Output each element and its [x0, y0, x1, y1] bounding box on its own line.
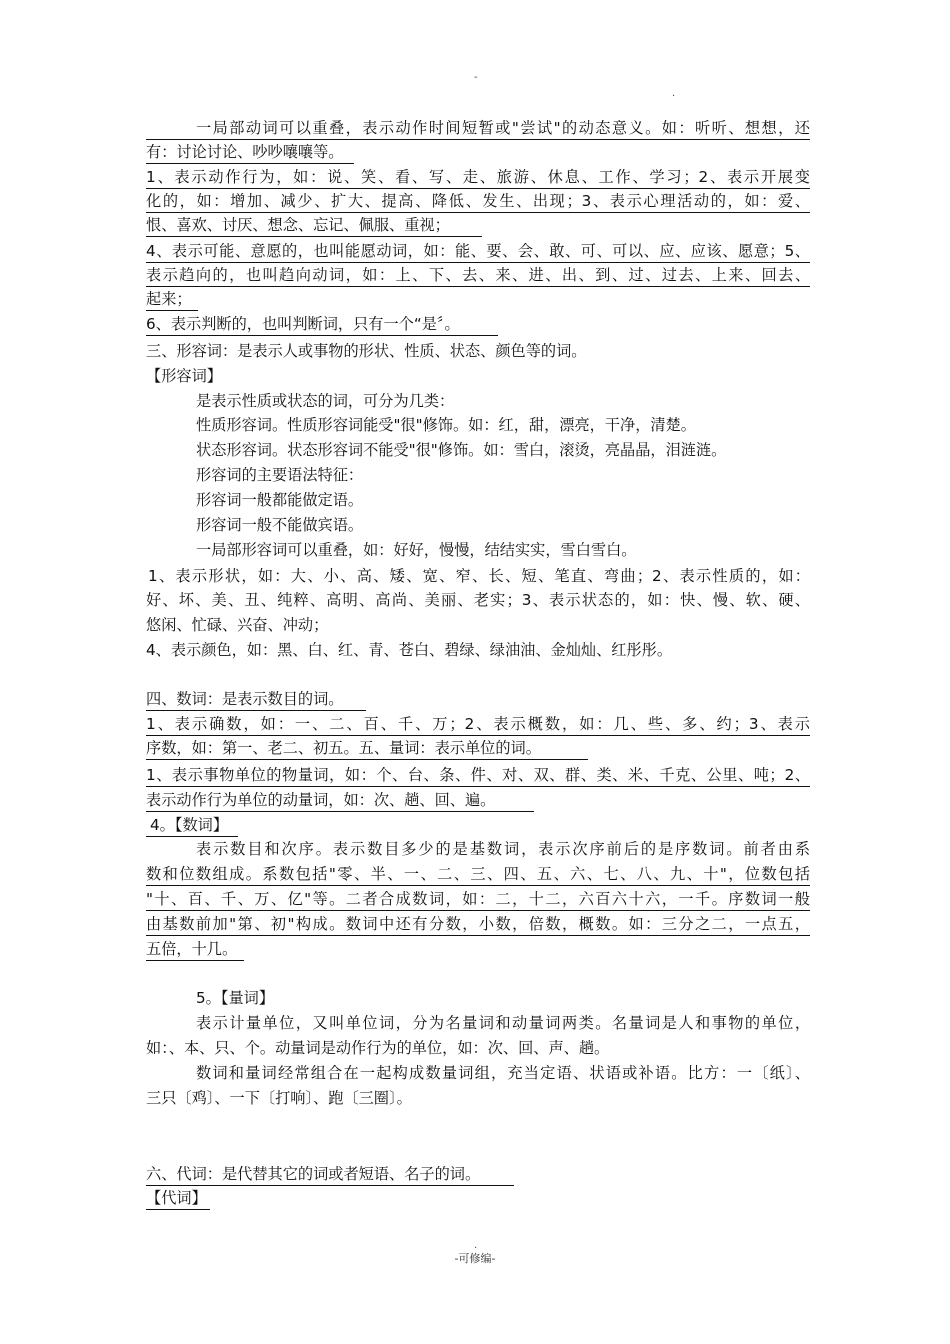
numeral-line: 1、表示事物单位的物量词，如：个、台、条、件、对、双、群、类、米、千克、公里、吨；2、 [146, 766, 810, 784]
underline [146, 759, 588, 760]
underline [146, 811, 534, 812]
adjective-line: 性质形容词。性质形容词能受"很"修饰。如：红，甜，漂亮，干净，清楚。 [196, 416, 696, 434]
numeral-heading: 四、数词：是表示数目的词。 [146, 690, 344, 708]
underline [146, 163, 354, 164]
verb-line: 4、表示可能、意愿的，也叫能愿动词，如：能、要、会、敢、可、可以、应、应该、愿意；5、 [146, 242, 810, 260]
underline [146, 286, 810, 287]
adjective-line: 是表示性质或状态的词，可分为几类： [196, 392, 455, 410]
adjective-line: 状态形容词。状态形容词不能受"很"修饰。如：雪白，滚烫，亮晶晶，泪涟涟。 [196, 441, 727, 459]
numeral-para-line: 数和位数组成。系数包括"零、半、一、二、三、四、五、六、七、八、九、十"，位数包括 [146, 865, 810, 883]
underline [146, 139, 810, 140]
verb-line: 起来； [146, 290, 192, 308]
underline [146, 786, 810, 787]
underline [146, 935, 810, 936]
verb-line: 一局部动词可以重叠，表示动作时间短暂或"尝试"的动态意义。如：听听、想想，还 [196, 119, 810, 137]
numeral-line: 表示动作行为单位的动量词，如：次、趟、回、遍。 [146, 791, 496, 809]
adjective-tag: 【形容词】 [146, 367, 222, 385]
adjective-list-line: 悠闲、忙碌、兴奋、冲动； [146, 616, 329, 634]
underline [146, 1209, 210, 1210]
underline [146, 236, 482, 237]
pronoun-heading: 六、代词：是代替其它的词或者短语、名子的词。 [146, 1165, 481, 1183]
verb-line: 6、表示判断的，也叫判断词，只有一个“是〞。 [146, 315, 460, 333]
underline [146, 960, 244, 961]
numeral-para-line: 由基数前加"第、初"构成。数词中还有分数，小数，倍数，概数。如：三分之二，一点五， [146, 915, 810, 933]
underline [146, 335, 498, 336]
measure-line: 三只〔鸡〕、一下〔打响〕、跑〔三圈〕。 [146, 1089, 412, 1107]
adjective-list-line: 1、表示形状，如：大、小、高、矮、宽、窄、长、短、笔直、弯曲；2、表示性质的，如： [148, 567, 810, 585]
underline [146, 885, 810, 886]
numeral-line: 序数，如：第一、老二、初五。五、量词：表示单位的词。 [146, 739, 541, 757]
verb-line: 表示趋向的，也叫趋向动词，如：上、下、去、来、进、出、到、过、过去、上来、回去、 [146, 266, 810, 284]
adjective-line: 形容词一般不能做宾语。 [196, 516, 364, 534]
underline [146, 1185, 514, 1186]
underline [146, 212, 810, 213]
adjective-line: 形容词一般都能做定语。 [196, 491, 364, 509]
adjective-list-line: 4、表示颜色，如：黑、白、红、青、苍白、碧绿、绿油油、金灿灿、红彤彤。 [146, 641, 673, 659]
adjective-heading: 三、形容词：是表示人或事物的形状、性质、状态、颜色等的词。 [146, 342, 587, 360]
verb-line: 有：讨论讨论、吵吵嚷嚷等。 [146, 143, 344, 161]
numeral-line: 1、表示确数，如：一、二、百、千、万；2、表示概数，如：几、些、多、约；3、表示 [146, 715, 810, 733]
measure-line: 如：、本、只、个。动量词是动作行为的单位，如：次、回、声、趟。 [146, 1039, 610, 1057]
adjective-line: 一局部形容词可以重叠，如：好好，慢慢，结结实实，雪白雪白。 [196, 541, 637, 559]
underline [146, 262, 810, 263]
pronoun-tag: 【代词】 [146, 1189, 207, 1207]
numeral-para-line: 表示数目和次序。表示数目多少的是基数词，表示次序前后的是序数词。前者由系 [196, 840, 810, 858]
measure-line: 表示计量单位，又叫单位词，分为名量词和动量词两类。名量词是人和事物的单位， [196, 1014, 810, 1032]
verb-line: 化的，如：增加、减少、扩大、提高、降低、发生、出现；3、表示心理活动的，如：爱、 [146, 192, 810, 210]
measure-tag: 5。【量词】 [196, 989, 275, 1007]
underline [146, 910, 810, 911]
verb-line: 恨、喜欢、讨厌、想念、忘记、佩服、重视； [146, 216, 450, 234]
numeral-para-line: 五倍，十几。 [146, 940, 238, 958]
page-footer: -可修编- [454, 1252, 496, 1265]
header-mark-left: - [474, 72, 478, 83]
numeral-tag: 4。【数词】 [150, 816, 229, 834]
underline [146, 735, 810, 736]
underline [146, 710, 366, 711]
underline [146, 310, 198, 311]
measure-line: 数词和量词经常组合在一起构成数量词组，充当定语、状语或补语。比方：一〔纸〕、 [196, 1064, 810, 1082]
header-mark-right: . [672, 88, 676, 99]
numeral-para-line: "十、百、千、万、亿"等。二者合成数词，如：二，十二，六百六十六，一千。序数词一般 [146, 890, 810, 908]
verb-line: 1、表示动作行为，如：说、笑、看、写、走、旅游、休息、工作、学习；2、表示开展变 [146, 168, 810, 186]
footer-dot: . [474, 1240, 478, 1251]
underline [146, 836, 238, 837]
underline [146, 188, 810, 189]
adjective-line: 形容词的主要语法特征： [196, 466, 364, 484]
adjective-list-line: 好、坏、美、丑、纯粹、高明、高尚、美丽、老实；3、表示状态的，如：快、慢、软、硬、 [146, 591, 810, 609]
